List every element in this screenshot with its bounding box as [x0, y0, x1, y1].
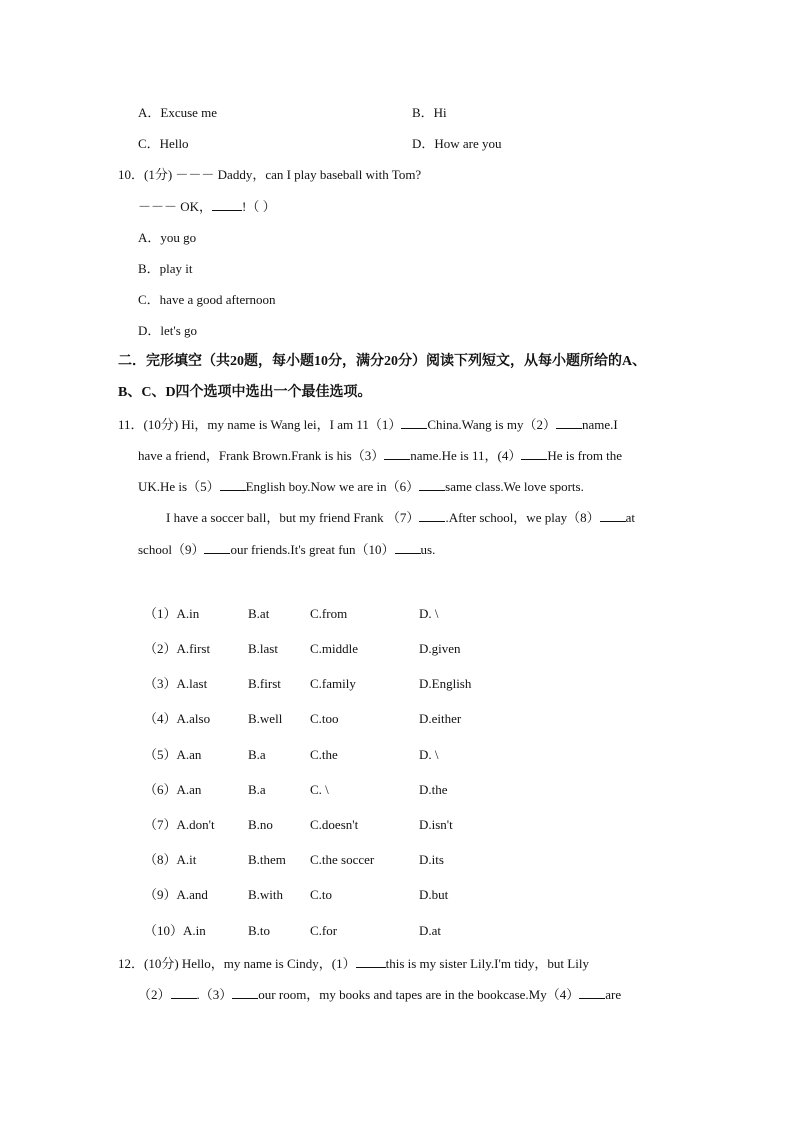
- answer-blank[interactable]: [220, 478, 246, 491]
- option-b[interactable]: B.well: [248, 711, 283, 726]
- q11-text: name.He is 11，(4）: [410, 448, 522, 463]
- option-c[interactable]: C.family: [310, 676, 356, 691]
- q12-passage-line2: [138, 986, 621, 1004]
- option-a[interactable]: （4）A.also: [144, 711, 211, 726]
- q12-text: our room，my books and tapes are in the bookcase.My（4）: [258, 987, 580, 1002]
- option-a[interactable]: （1）A.in: [144, 606, 200, 621]
- option-b[interactable]: B.with: [248, 887, 284, 902]
- q11-text: China.Wang is my（2）: [427, 417, 556, 432]
- q12-text: （2）: [138, 987, 171, 1002]
- q12-text: are: [605, 987, 622, 1002]
- option-c[interactable]: C.doesn't: [310, 817, 359, 832]
- answer-blank[interactable]: [600, 509, 626, 522]
- option-c[interactable]: C.to: [310, 887, 333, 902]
- option-d[interactable]: D.given: [419, 641, 461, 656]
- q9-option-b: B．Hi: [412, 105, 447, 120]
- option-d[interactable]: D.English: [419, 676, 472, 691]
- q11-text: 11．(10分) Hi，my name is Wang lei，I am 11（1）: [118, 417, 402, 432]
- q10-reply: [138, 198, 276, 216]
- option-a[interactable]: （9）A.and: [144, 887, 208, 902]
- q11-text: have a friend，Frank Brown.Frank is his（3）: [138, 448, 385, 463]
- option-b[interactable]: B.a: [248, 782, 266, 797]
- option-a[interactable]: （7）A.don't: [144, 817, 215, 832]
- option-c[interactable]: C.from: [310, 606, 348, 621]
- q11-passage-line2: [138, 447, 622, 465]
- q11-text: UK.He is（5）: [138, 479, 220, 494]
- q11-text: us.: [420, 542, 436, 557]
- answer-blank[interactable]: [384, 447, 410, 460]
- option-d[interactable]: D. \: [419, 747, 439, 762]
- q10-option-c: C．have a good afternoon: [138, 292, 276, 307]
- q10-option-b: B．play it: [138, 261, 193, 276]
- answer-blank[interactable]: [395, 541, 421, 554]
- option-a[interactable]: （3）A.last: [144, 676, 208, 691]
- q11-text: at: [625, 510, 635, 525]
- option-c[interactable]: C.too: [310, 711, 339, 726]
- q11-text: our friends.It's great fun（10）: [230, 542, 395, 557]
- option-b[interactable]: B.last: [248, 641, 278, 656]
- option-a[interactable]: （10）A.in: [144, 923, 206, 938]
- q9-option-a: A．Excuse me: [138, 105, 218, 120]
- answer-blank[interactable]: [401, 416, 427, 429]
- option-a[interactable]: （6）A.an: [144, 782, 202, 797]
- option-d[interactable]: D.at: [419, 923, 442, 938]
- q12-text: .（3）: [196, 987, 233, 1002]
- option-d[interactable]: D.isn't: [419, 817, 453, 832]
- q12-passage-line1: [118, 955, 589, 973]
- answer-blank[interactable]: [556, 416, 582, 429]
- q9-option-c: C．Hello: [138, 136, 189, 151]
- q11-passage-line5: [138, 541, 435, 559]
- answer-blank[interactable]: [171, 986, 197, 999]
- option-d[interactable]: D.but: [419, 887, 449, 902]
- answer-blank[interactable]: [521, 447, 547, 460]
- answer-blank[interactable]: [212, 198, 242, 211]
- answer-blank[interactable]: [419, 509, 445, 522]
- option-b[interactable]: B.a: [248, 747, 266, 762]
- option-d[interactable]: D. \: [419, 606, 439, 621]
- q11-text: same class.We love sports.: [445, 479, 584, 494]
- q10-option-a: A．you go: [138, 230, 197, 245]
- q11-text: name.I: [581, 417, 618, 432]
- section-heading-line1: 二．完形填空（共20题，每小题10分，满分20分）阅读下列短文，从每小题所给的A、: [118, 354, 647, 369]
- q11-passage-line1: [118, 416, 618, 434]
- option-b[interactable]: B.at: [248, 606, 270, 621]
- answer-blank[interactable]: [419, 478, 445, 491]
- q9-option-d: D．How are you: [412, 136, 502, 151]
- answer-blank[interactable]: [232, 986, 258, 999]
- section-heading-line2: B、C、D四个选项中选出一个最佳选项。: [118, 385, 372, 400]
- q10-option-d: D．let's go: [138, 323, 198, 338]
- answer-blank[interactable]: [356, 955, 386, 968]
- q10-stem: 10．(1分) －－－ Daddy，can I play baseball with Tom?: [118, 167, 422, 182]
- answer-blank[interactable]: [204, 541, 230, 554]
- q10-reply-prefix: －－－ OK，: [138, 199, 213, 214]
- option-d[interactable]: D.either: [419, 711, 462, 726]
- option-a[interactable]: （8）A.it: [144, 852, 197, 867]
- q11-text: .After school，we play（8）: [445, 510, 600, 525]
- option-a[interactable]: （5）A.an: [144, 747, 202, 762]
- q11-text: English boy.Now we are in（6）: [245, 479, 420, 494]
- option-d[interactable]: D.its: [419, 852, 444, 867]
- q11-text: I have a soccer ball，but my friend Frank （7）: [166, 510, 420, 525]
- q11-text: He is from the: [547, 448, 623, 463]
- q12-text: this is my sister Lily.I'm tidy，but Lily: [385, 956, 589, 971]
- option-b[interactable]: B.first: [248, 676, 281, 691]
- option-c[interactable]: C. \: [310, 782, 329, 797]
- option-b[interactable]: B.them: [248, 852, 286, 867]
- option-c[interactable]: C.middle: [310, 641, 359, 656]
- option-a[interactable]: （2）A.first: [144, 641, 211, 656]
- answer-blank[interactable]: [579, 986, 605, 999]
- q11-passage-line3: [138, 478, 584, 496]
- option-d[interactable]: D.the: [419, 782, 448, 797]
- q11-text: school（9）: [138, 542, 205, 557]
- option-c[interactable]: C.the soccer: [310, 852, 375, 867]
- option-b[interactable]: B.no: [248, 817, 273, 832]
- option-b[interactable]: B.to: [248, 923, 271, 938]
- option-c[interactable]: C.the: [310, 747, 338, 762]
- q12-text: 12．(10分) Hello，my name is Cindy，(1）: [118, 956, 356, 971]
- q10-reply-suffix: !（ ）: [242, 199, 276, 214]
- option-c[interactable]: C.for: [310, 923, 338, 938]
- q11-passage-line4: [166, 509, 635, 527]
